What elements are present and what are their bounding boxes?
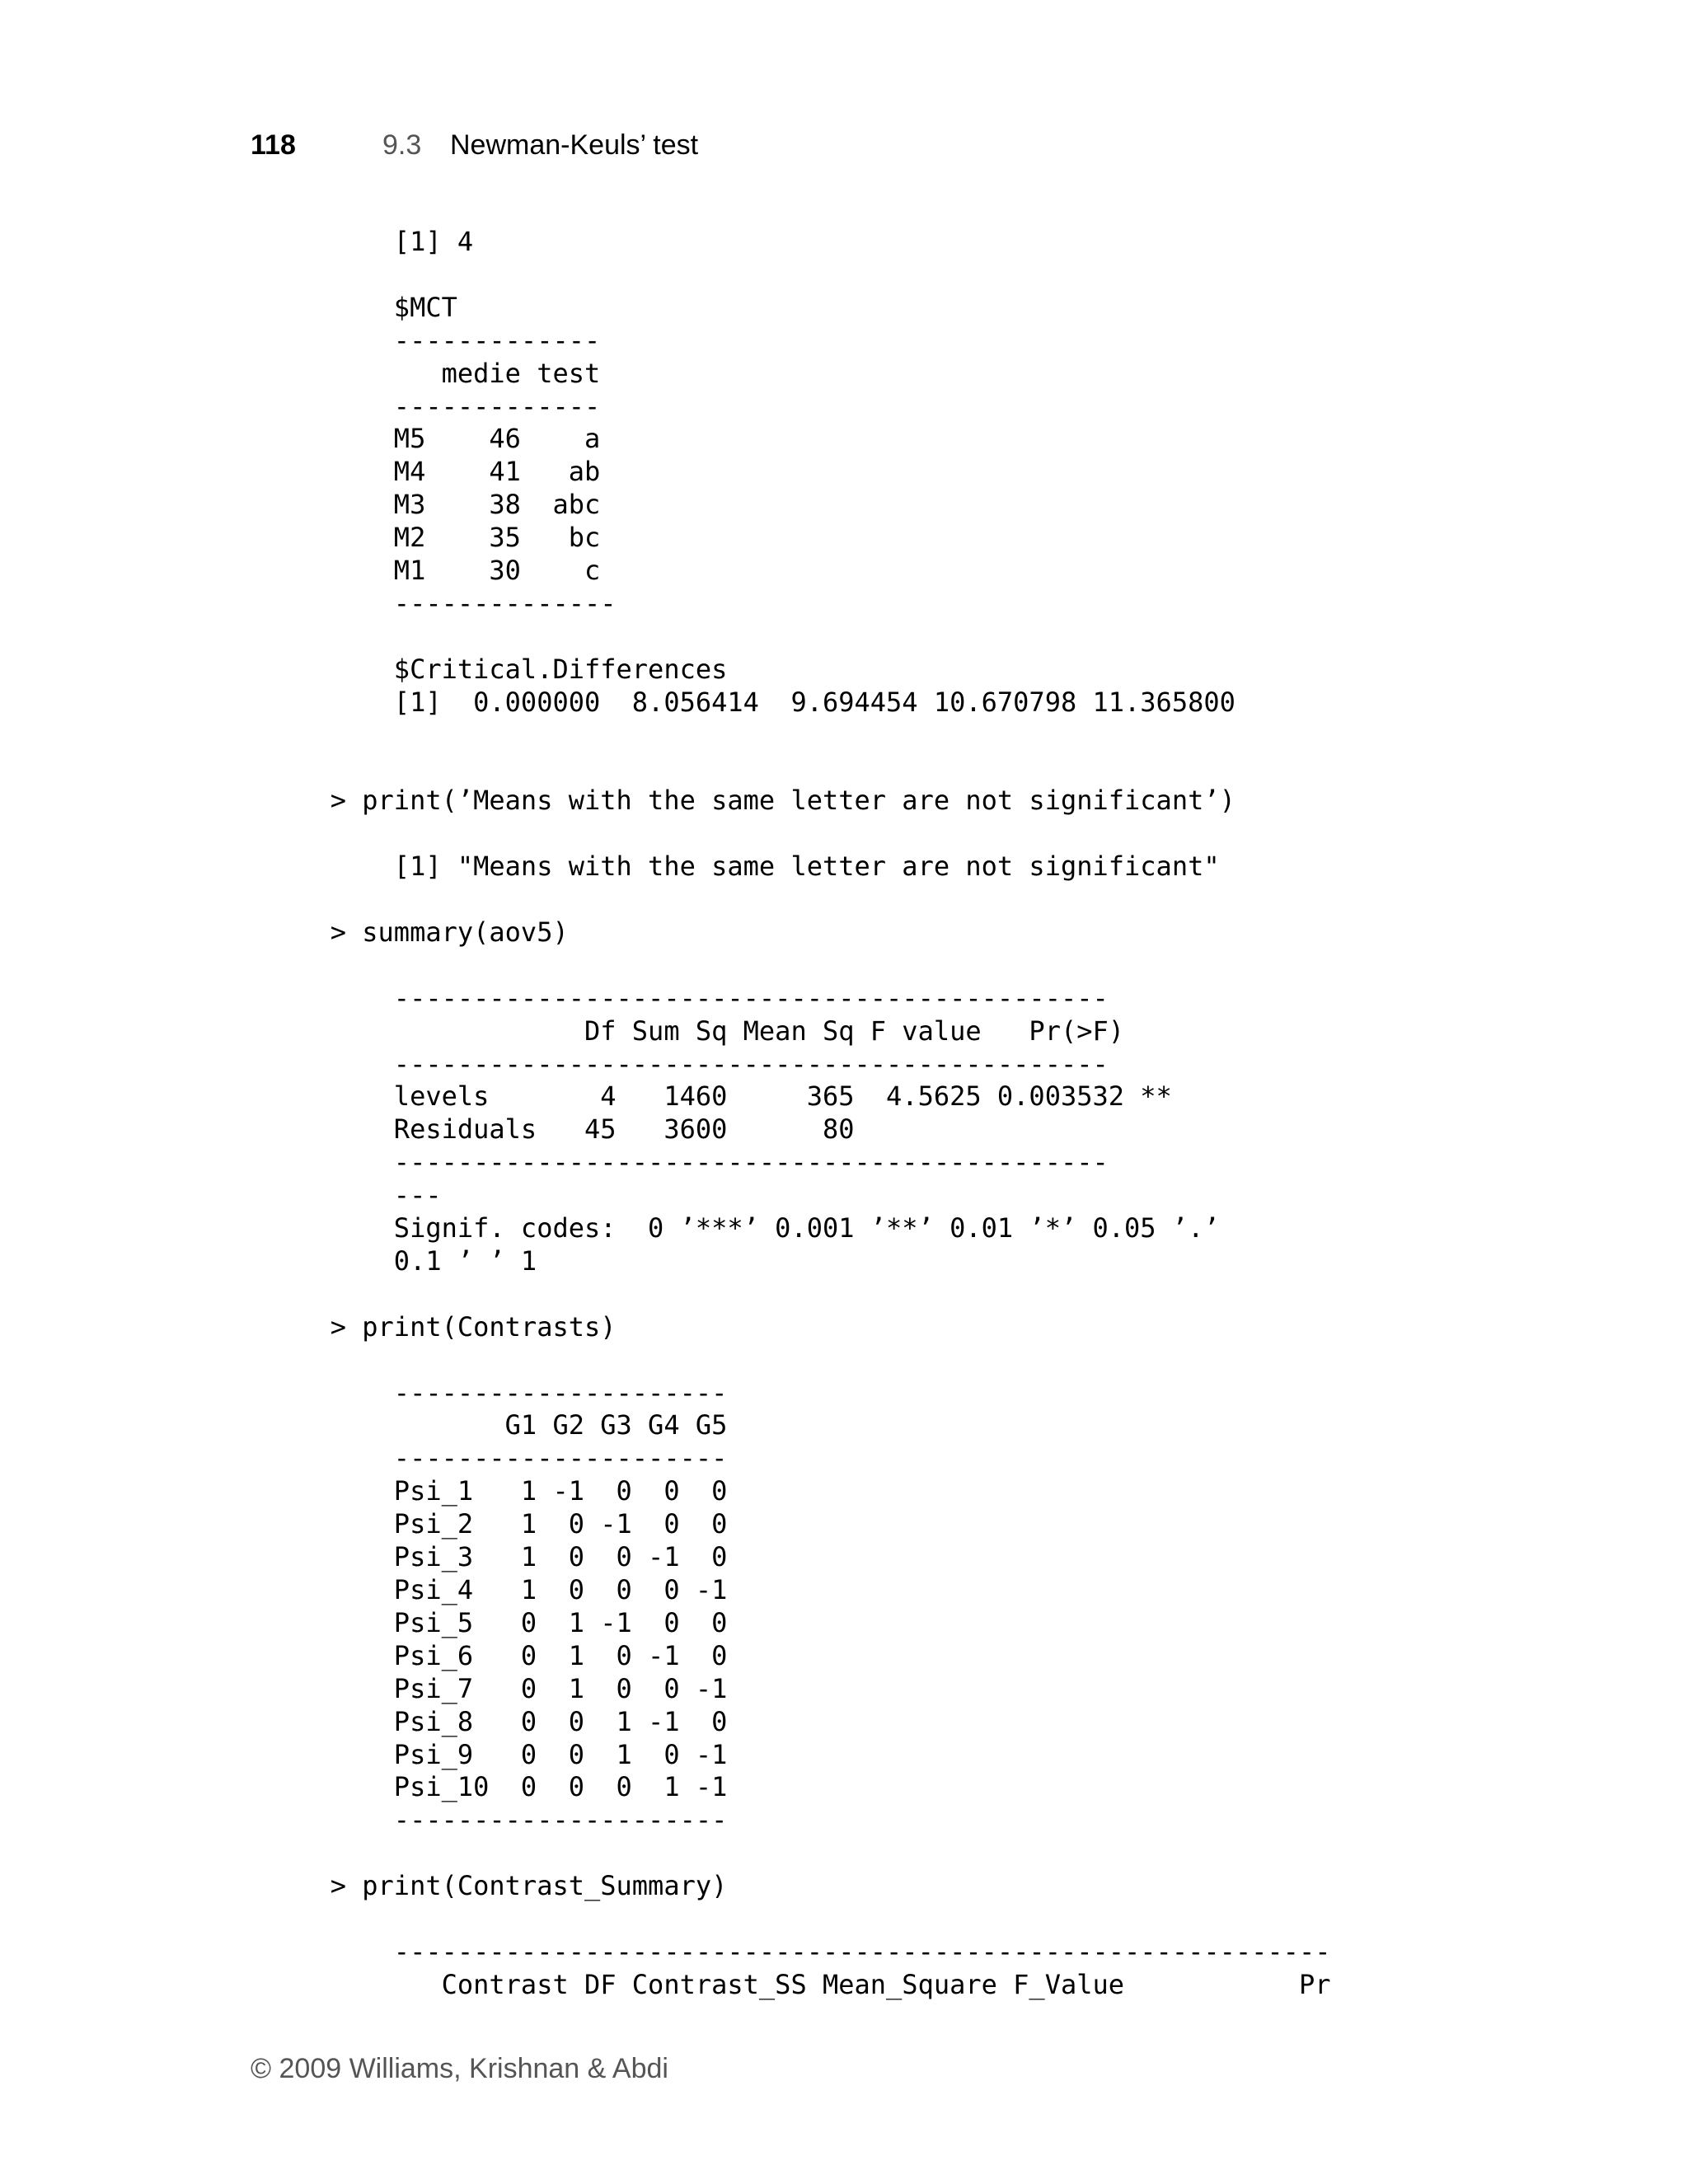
blank-line [346,621,1330,654]
console-output-line: $MCT [393,291,457,323]
console-output-line: Df Sum Sq Mean Sq F value Pr(>F) [393,1015,1125,1047]
console-output-line: Psi_3 1 0 0 -1 0 [393,1541,728,1573]
console-output-line: Psi_4 1 0 0 0 -1 [393,1574,728,1606]
console-output-line: ------------- [393,324,601,356]
console-output-line: Psi_8 0 0 1 -1 0 [393,1705,728,1737]
console-output-line: [1] 0.000000 8.056414 9.694454 10.670798 11.365800 [393,686,1236,718]
console-output-line: M3 38 abc [393,489,601,521]
copyright-footer: © 2009 Williams, Krishnan & Abdi [251,2053,668,2084]
page-header [251,125,698,165]
blank-line [346,1903,1330,1936]
console-output-line: --------------------- [393,1804,728,1836]
console-command-line: > print(’Means with the same letter are not significant’) [330,785,1236,817]
console-output-line: medie test [393,357,601,389]
blank-line [346,949,1330,982]
console-output-line: [1] "Means with the same letter are not significant" [393,851,1220,883]
console-output-line: M2 35 bc [393,522,601,554]
blank-line [346,1344,1330,1377]
blank-line [346,752,1330,785]
console-output-line: $Critical.Differences [393,653,728,685]
blank-line [346,1837,1330,1870]
console-output-line: Psi_5 0 1 -1 0 0 [393,1606,728,1638]
console-output-line: Signif. codes: 0 ’***’ 0.001 ’**’ 0.01 ’*’ 0.05 ’.’ [393,1212,1220,1244]
console-output-line: ----------------------------------------------------------- [393,1935,1331,1967]
console-output-line: --------------------------------------------- [393,1146,1109,1179]
console-output-line: [1] 4 [393,226,474,257]
blank-line [346,883,1330,916]
console-output-line: Psi_7 0 1 0 0 -1 [393,1672,728,1704]
section-number: 9.3 [382,129,422,161]
console-output-line: --------------------- [393,1442,728,1474]
console-output-line: -------------- [393,587,617,619]
section-title: Newman-Keuls’ test [450,129,699,161]
console-output-line: --- [393,1179,442,1212]
blank-line [346,1278,1330,1311]
console-output-line: Contrast DF Contrast_SS Mean_Square F_Value Pr [393,1968,1331,2000]
r-console-output [330,226,1331,2002]
console-output-line: ------------- [393,390,601,422]
blank-line [346,719,1330,752]
console-output-line: --------------------------------------------- [393,1047,1109,1080]
blank-line [346,818,1330,851]
blank-line [346,259,1330,292]
console-output-line: Psi_6 0 1 0 -1 0 [393,1639,728,1671]
console-command-line: > print(Contrasts) [330,1310,617,1343]
page-number: 118 [251,129,296,161]
console-output-line: Residuals 45 3600 80 [393,1113,855,1146]
console-output-line: Psi_10 0 0 0 1 -1 [393,1771,728,1803]
console-output-line: M5 46 a [393,423,601,455]
console-output-line: --------------------------------------------- [393,982,1109,1014]
console-output-line: Psi_9 0 0 1 0 -1 [393,1738,728,1770]
console-output-line: G1 G2 G3 G4 G5 [393,1409,728,1441]
console-output-line: levels 4 1460 365 4.5625 0.003532 ** [393,1080,1172,1113]
console-command-line: > summary(aov5) [330,916,569,948]
console-output-line: 0.1 ’ ’ 1 [393,1244,537,1277]
console-output-line: M1 30 c [393,555,601,587]
console-command-line: > print(Contrast_Summary) [330,1870,728,1902]
console-output-line: --------------------- [393,1376,728,1408]
console-output-line: Psi_1 1 -1 0 0 0 [393,1475,728,1507]
console-output-line: M4 41 ab [393,456,601,488]
console-output-line: Psi_2 1 0 -1 0 0 [393,1508,728,1540]
